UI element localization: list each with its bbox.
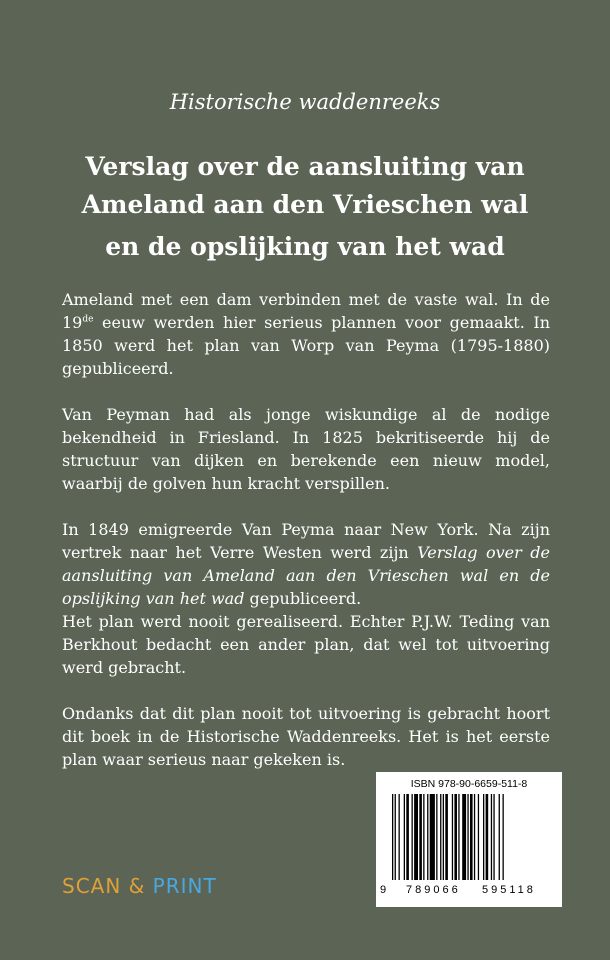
- barcode-bar: [474, 794, 475, 880]
- barcode-bars: [392, 794, 552, 884]
- logo-print-text: PRINT: [152, 874, 217, 898]
- barcode-bar: [467, 794, 468, 880]
- paragraph-3-part-b: gepubliceerd.: [244, 589, 362, 608]
- barcode-bar: [445, 794, 448, 880]
- barcode-bar: [493, 794, 494, 880]
- paragraph-5: Ondanks dat dit plan nooit tot uitvoering is gebracht hoort dit boek in de Historische Waddenreeks. Het is het eerste plan waar serieus naar gekeken is.: [62, 704, 550, 769]
- barcode-bar: [454, 794, 457, 880]
- barcode-bar: [452, 794, 453, 880]
- barcode-bar: [395, 794, 396, 880]
- barcode-bar: [412, 794, 413, 880]
- barcode-bar: [392, 794, 393, 880]
- barcode-bar: [427, 794, 428, 880]
- barcode-bar: [406, 794, 409, 880]
- ordinal-superscript: de: [82, 314, 94, 325]
- barcode-bar: [470, 794, 473, 880]
- barcode-bar: [399, 794, 400, 880]
- barcode-bar: [458, 794, 459, 880]
- book-title: [20, 148, 590, 224]
- paragraph-1-part-b: eeuw werden hier serieus plannen voor gemaakt. In 1850 werd het plan van Worp van Peyma (1795-1880) gepubliceerd.: [62, 313, 550, 378]
- barcode-bar: [436, 794, 437, 880]
- barcode-bar: [414, 794, 418, 880]
- book-title-line-2: Ameland aan den Vrieschen wal: [81, 190, 529, 219]
- barcode-digit-1: 9: [380, 884, 387, 896]
- paragraph-3-part-a: In 1849 emigreerde Van Peyma naar New York. Na zijn vertrek naar het Verre Westen werd zijn: [62, 520, 550, 562]
- paragraph-1: [62, 288, 550, 380]
- series-title: Historische waddenreeks: [169, 90, 441, 114]
- barcode-bar: [499, 794, 500, 880]
- barcode-bar: [486, 794, 489, 880]
- paragraph-3: [62, 518, 550, 610]
- barcode-bar: [443, 794, 444, 880]
- barcode-bar: [483, 794, 484, 880]
- barcode-bar: [419, 794, 422, 880]
- isbn-label: ISBN 978-90-6659-511-8: [410, 778, 528, 790]
- barcode-bar: [478, 794, 479, 880]
- book-title-line-1: Verslag over de aansluiting van: [85, 152, 525, 181]
- publisher-logo: [62, 874, 217, 898]
- paragraph-4: Het plan werd nooit gerealiseerd. Echter P.J.W. Teding van Berkhout bedacht een ander plan, dat wel tot uitvoering werd gebracht.: [62, 612, 550, 677]
- barcode-digits-left: 789066: [406, 884, 461, 896]
- paragraph-1-part-a: Ameland met een dam verbinden met de vaste wal. In de 19: [62, 290, 550, 332]
- barcode-bar: [430, 794, 435, 880]
- barcode-bar: [462, 794, 466, 880]
- barcode-bar: [503, 794, 504, 880]
- blurb-text: [62, 288, 550, 794]
- isbn-barcode: [376, 772, 562, 907]
- paragraph-3-italic-title: Verslag over de aansluiting van Ameland aan den Vrieschen wal en de opslijking van het wad: [62, 543, 550, 608]
- paragraph-2: Van Peyman had als jonge wiskundige al de nodige bekendheid in Friesland. In 1825 bekritiseerde hij de structuur van dijken en berekende een nieuw model, waarbij de golven hun kracht verspillen.: [62, 405, 550, 493]
- logo-ampersand: &: [128, 874, 146, 898]
- barcode-bar: [423, 794, 424, 880]
- barcode-bar: [491, 794, 492, 880]
- book-subtitle: en de opslijking van het wad: [105, 232, 505, 261]
- barcode-bar: [440, 794, 441, 880]
- barcode-bar: [404, 794, 405, 880]
- barcode-digits-right: 595118: [482, 884, 536, 896]
- logo-scan-text: SCAN: [62, 874, 122, 898]
